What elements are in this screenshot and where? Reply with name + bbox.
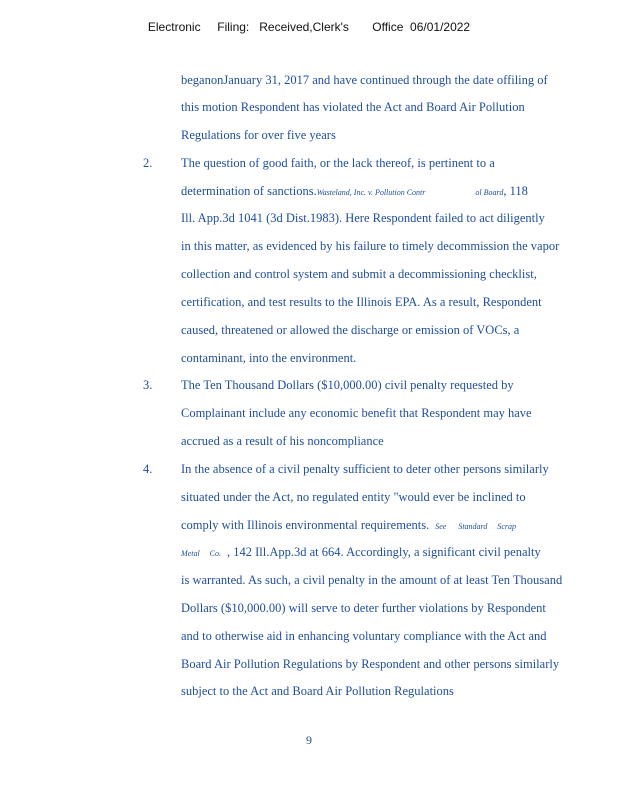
case-citation-metal: Metal Co. xyxy=(181,549,221,558)
body-line: contaminant, into the environment. xyxy=(181,351,357,365)
body-line: Regulations for over five years xyxy=(181,128,336,142)
body-line: subject to the Act and Board Air Pollution Regulations xyxy=(181,684,454,698)
body-line: determination of sanctions. xyxy=(181,184,317,198)
body-line: is warranted. As such, a civil penalty in the amount of at least Ten Thousand xyxy=(181,573,563,587)
case-citation: Wasteland, Inc. v. Pollution Contr xyxy=(316,188,426,197)
body-line: The Ten Thousand Dollars ($10,000.00) civil penalty requested by xyxy=(181,378,514,392)
body-line: In the absence of a civil penalty sufficient to deter other persons similarly xyxy=(181,462,549,476)
body-line: in this matter, as evidenced by his failure to timely decommission the vapor xyxy=(181,239,560,253)
case-citation-board: ol Board xyxy=(475,188,504,197)
body-line-with-citation xyxy=(181,183,581,201)
body-line: this motion Respondent has violated the Act and Board Air Pollution xyxy=(181,100,525,114)
citation-volume: , 118 xyxy=(503,184,528,198)
body-line-with-citation xyxy=(181,517,581,535)
paragraph-number: 4. xyxy=(143,462,153,476)
body-line: certification, and test results to the Illinois EPA. As a result, Respondent xyxy=(181,295,542,309)
paragraph-number: 3. xyxy=(143,378,153,392)
body-line: situated under the Act, no regulated entity "would ever be inclined to xyxy=(181,490,526,504)
body-line: and to otherwise aid in enhancing voluntary compliance with the Act and xyxy=(181,629,547,643)
body-line: Complainant include any economic benefit that Respondent may have xyxy=(181,406,532,420)
body-line: Dollars ($10,000.00) will serve to deter further violations by Respondent xyxy=(181,601,546,615)
body-line: Board Air Pollution Regulations by Respondent and other persons similarly xyxy=(181,657,560,671)
page-number: 9 xyxy=(306,733,312,747)
body-line: comply with Illinois environmental requirements. xyxy=(181,518,430,532)
body-line: accrued as a result of his noncompliance xyxy=(181,434,384,448)
body-line: , 142 Ill.App.3d at 664. Accordingly, a significant civil penalty xyxy=(227,545,541,559)
paragraph-number: 2. xyxy=(143,156,153,170)
filing-header: Electronic Filing: Received,Clerk's Office 06/01/2022 xyxy=(147,20,471,34)
body-line: The question of good faith, or the lack thereof, is pertinent to a xyxy=(181,156,495,170)
case-citation: Standard Scrap xyxy=(458,522,517,531)
citation-see: See xyxy=(435,522,447,531)
body-line: beganonJanuary 31, 2017 and have continued through the date offiling of xyxy=(181,73,548,87)
body-line: collection and control system and submit a decommissioning checklist, xyxy=(181,267,537,281)
body-line-with-citation xyxy=(181,544,581,562)
body-line: Ill. App.3d 1041 (3d Dist.1983). Here Respondent failed to act diligently xyxy=(181,211,545,225)
body-line: caused, threatened or allowed the discharge or emission of VOCs, a xyxy=(181,323,520,337)
